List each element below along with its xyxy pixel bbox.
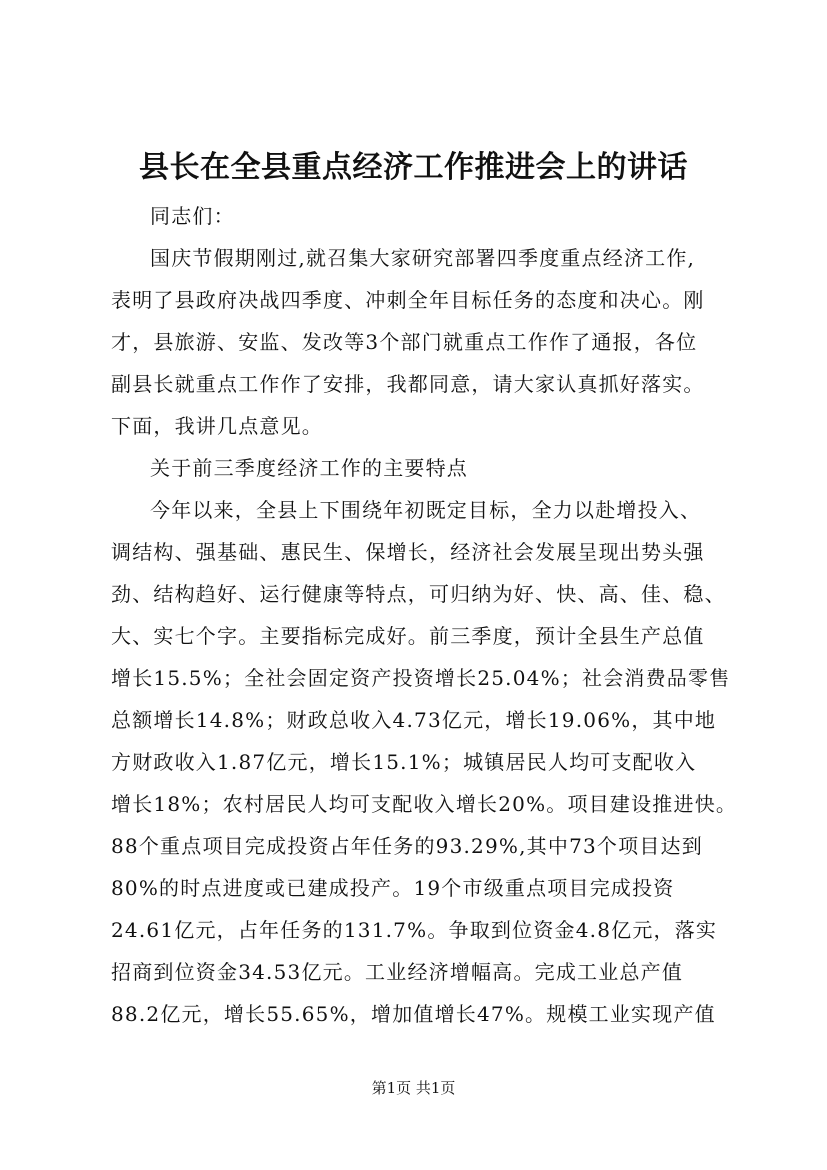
paragraph-line: 今年以来，全县上下围绕年初既定目标，全力以赴增投入、 [150, 498, 702, 522]
salutation: 同志们： [150, 204, 235, 228]
paragraph-line: 下面，我讲几点意见。 [111, 414, 323, 438]
paragraph-line: 方财政收入1.87亿元，增长15.1%；城镇居民人均可支配收入 [111, 750, 697, 774]
paragraph-line: 劲、结构趋好、运行健康等特点，可归纳为好、快、高、佳、稳、 [111, 582, 726, 606]
paragraph-line: 表明了县政府决战四季度、冲刺全年目标任务的态度和决心。刚 [111, 288, 705, 312]
paragraph-line: 80%的时点进度或已建成投产。19个市级重点项目完成投资 [111, 876, 675, 900]
paragraph-line: 88.2亿元，增长55.65%，增加值增长47%。规模工业实现产值 [111, 1002, 716, 1026]
paragraph-line: 副县长就重点工作作了安排，我都同意，请大家认真抓好落实。 [111, 372, 705, 396]
paragraph-line: 总额增长14.8%；财政总收入4.73亿元，增长19.06%，其中地 [111, 708, 717, 732]
paragraph-line: 88个重点项目完成投资占年任务的93.29%,其中73个项目达到 [111, 834, 703, 858]
paragraph-line: 招商到位资金34.53亿元。工业经济增幅高。完成工业总产值 [111, 960, 684, 984]
paragraph-line: 才，县旅游、安监、发改等3个部门就重点工作作了通报，各位 [111, 330, 698, 354]
section-heading: 关于前三季度经济工作的主要特点 [150, 456, 468, 480]
paragraph-line: 国庆节假期刚过,就召集大家研究部署四季度重点经济工作, [150, 246, 696, 270]
paragraph-line: 大、实七个字。主要指标完成好。前三季度，预计全县生产总值 [111, 624, 705, 648]
paragraph-line: 增长15.5%；全社会固定资产投资增长25.04%；社会消费品零售 [111, 666, 731, 690]
page-number: 第1页 共1页 [371, 1079, 456, 1097]
paragraph-line: 增长18%；农村居民人均可支配收入增长20%。项目建设推进快。 [111, 792, 738, 816]
paragraph-line: 调结构、强基础、惠民生、保增长，经济社会发展呈现出势头强 [111, 540, 705, 564]
document-title: 县长在全县重点经济工作推进会上的讲话 [139, 150, 688, 185]
paragraph-line: 24.61亿元，占年任务的131.7%。争取到位资金4.8亿元，落实 [111, 918, 718, 942]
